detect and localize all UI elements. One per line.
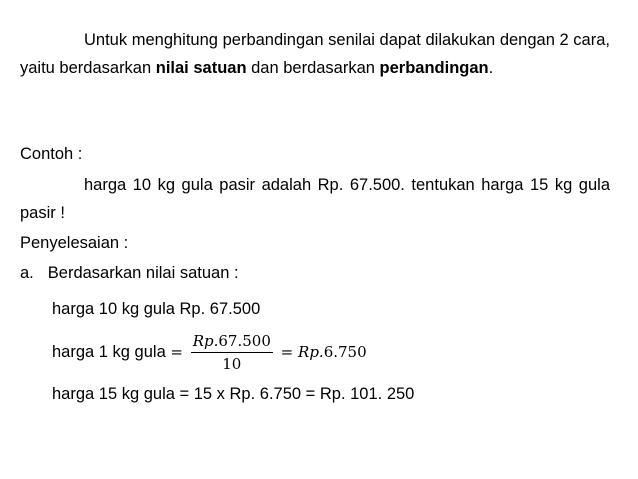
- result-value: Rp.6.750: [298, 342, 367, 361]
- step-3: harga 15 kg gula = 15 x Rp. 6.750 = Rp. 101. 250: [52, 385, 415, 403]
- intro-text-3: .: [488, 59, 494, 77]
- intro-bold-perbandingan: perbandingan: [379, 59, 489, 77]
- fraction-numerator: Rp.67.500: [191, 332, 273, 353]
- contoh-label: Contoh :: [20, 145, 83, 163]
- intro-paragraph: [20, 26, 610, 82]
- method-a-heading: [20, 262, 239, 284]
- equals-sign: =: [170, 342, 183, 361]
- intro-text-1: Untuk menghitung perbandingan senilai dapat dilakukan dengan 2 cara, yaitu berdasarkan: [20, 31, 610, 77]
- penyelesaian-label: Penyelesaian :: [20, 234, 129, 252]
- list-marker: a.: [20, 264, 34, 282]
- problem-paragraph: [20, 171, 610, 227]
- equals-sign: =: [280, 342, 294, 361]
- step-2-text: harga 1 kg gula: [52, 343, 166, 361]
- step-1: harga 10 kg gula Rp. 67.500: [52, 300, 261, 318]
- fraction-denominator: 10: [222, 355, 242, 373]
- intro-bold-nilai-satuan: nilai satuan: [155, 59, 247, 77]
- method-a-title: Berdasarkan nilai satuan :: [47, 264, 239, 282]
- step-2: [52, 332, 367, 373]
- problem-text: harga 10 kg gula pasir adalah Rp. 67.500. tentukan harga 15 kg gula pasir !: [20, 176, 610, 222]
- fraction: [191, 332, 273, 373]
- intro-text-2: dan berdasarkan: [246, 59, 380, 77]
- step-2-equation: [170, 332, 367, 373]
